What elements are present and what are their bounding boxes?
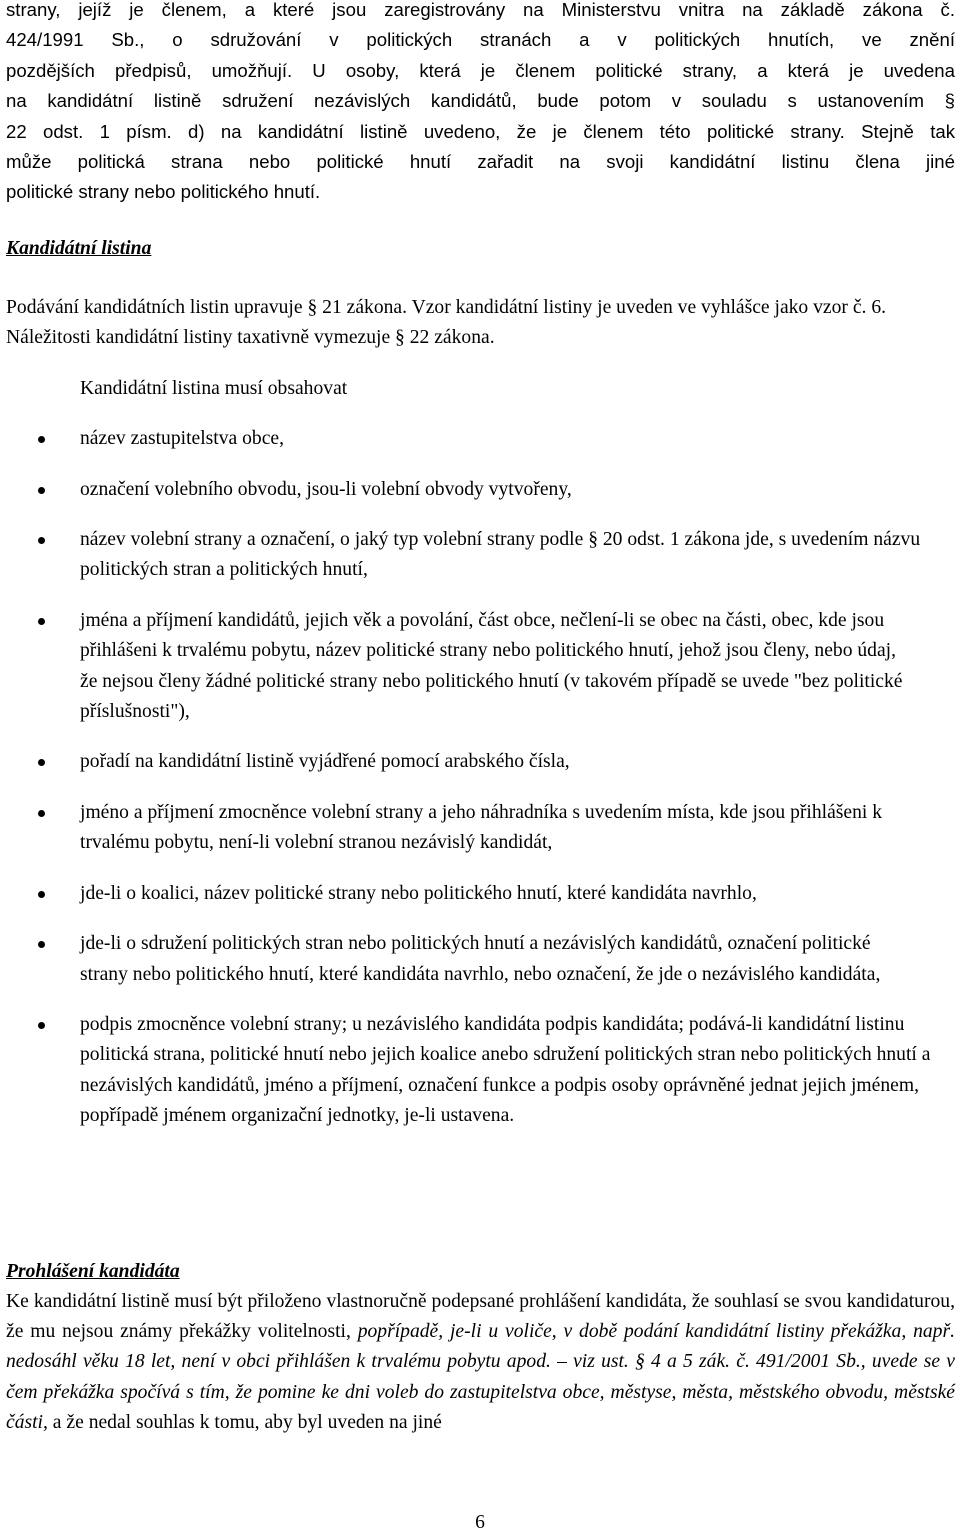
text-line: 22 odst. 1 písm. d) na kandidátní listině uvedeno, že je členem této politické strany. Stejně tak [6, 120, 955, 142]
list-item [6, 879, 955, 909]
list-item [6, 606, 955, 728]
paragraph-text: a že nedal souhlas k tomu, aby byl uveden na jiné [47, 1411, 442, 1433]
list-item [6, 747, 955, 777]
list-item [6, 798, 955, 859]
list-item-text: název volební strany a označení, o jaký typ volební strany podle § 20 odst. 1 zákona jde, s uvedením názvu politických stran a politických hnutí, [80, 529, 921, 581]
section-kandidatni-listina [6, 234, 955, 1132]
top-paragraph [6, 0, 955, 208]
list-item [6, 1010, 955, 1132]
section-paragraph [6, 1287, 955, 1438]
section-heading: Prohlášení kandidáta [6, 1261, 180, 1282]
text-line: pozdějších předpisů, umožňují. U osoby, která je členem politické strany, a která je uvedena [6, 59, 955, 81]
list-item-text: pořadí na kandidátní listině vyjádřené pomocí arabského čísla, [80, 751, 570, 773]
list-item-text: označení volebního obvodu, jsou-li volební obvody vytvořeny, [80, 478, 572, 500]
section-heading: Kandidátní listina [6, 238, 152, 259]
text-line: strany, jejíž je členem, a které jsou zaregistrovány na Ministerstvu vnitra na základě zákona č. [6, 0, 955, 20]
list-item [6, 424, 955, 454]
list-item-text: jde-li o koalici, název politické strany nebo politického hnutí, které kandidáta navrhlo, [80, 882, 757, 904]
page-number: 6 [475, 1512, 485, 1533]
list-item [6, 929, 955, 990]
text-line: může politická strana nebo politické hnutí zařadit na svoji kandidátní listinu člena jiné [6, 150, 955, 172]
list-item-text: jméno a příjmení zmocněnce volební strany a jeho náhradníka s uvedením místa, kde jsou přihlášeni k trvalému pobytu, není-li volební stranou nezávislý kandidát, [80, 801, 883, 854]
section-prohlaseni-kandidata [6, 1257, 955, 1438]
list-item [6, 525, 955, 586]
requirements-list [6, 424, 955, 1131]
list-item-text: jde-li o sdružení politických stran nebo politických hnutí a nezávislých kandidátů, označení politické strany nebo politického hnutí, které kandidáta navrhlo, nebo označení, že jde o nezávislého kandidáta, [80, 933, 881, 985]
list-intro: Kandidátní listina musí obsahovat [80, 377, 348, 399]
text-line: politické strany nebo politického hnutí. [6, 181, 321, 203]
text-line: na kandidátní listině sdružení nezávislých kandidátů, bude potom v souladu s ustanovením § [6, 90, 955, 112]
list-item-text: název zastupitelstva obce, [80, 428, 285, 450]
list-item-text: podpis zmocněnce volební strany; u nezávislého kandidáta podpis kandidáta; podává-li kandidátní listinu politická strana, politické hnutí nebo jejich koalice anebo sdružení politických stran nebo politických hnutí a nezávislých kandidátů, jméno a příjmení, označení funkce a podpis osoby oprávněné jednat jejich jménem, popřípadě jménem organizační jednotky, je-li ustavena. [80, 1013, 931, 1127]
paragraph-text-italic: popřípadě, je-li u voliče, v době podání kandidátní listiny překážka, např. nedosáhl věku 18 let, není v obci přihlášen k trvalému pobytu apod. – viz ust. § 4 a 5 zák. č. 491/2001 Sb., uvede se v čem překážka spočívá s tím, že pomine ke dni voleb do zastupitelstva obce, městyse, města, městského obvodu, městské části, [6, 1321, 955, 1433]
paragraph-text: Ke kandidátní listině musí být přiloženo vlastnoručně podepsané prohlášení kandidáta, že souhlasí se svou kandidaturou, že mu nejsou známy překážky volitelnosti, [6, 1291, 955, 1343]
list-item [6, 475, 955, 505]
section-paragraph: Podávání kandidátních listin upravuje § 21 zákona. Vzor kandidátní listiny je uveden ve vyhlášce jako vzor č. 6. Náležitosti kandidátní listiny taxativně vymezuje § 22 zákona. [6, 297, 887, 349]
list-item-text: jména a příjmení kandidátů, jejich věk a povolání, část obce, nečlení-li se obec na části, obec, kde jsou přihlášeni k trvalému pobytu, název politické strany nebo politického hnutí, jehož jsou členy, nebo údaj, že nejsou členy žádné politické strany nebo politického hnutí (v takovém případě se uvede "bez politické příslušnosti"), [80, 609, 903, 723]
text-line: 424/1991 Sb., o sdružování v politických stranách a v politických hnutích, ve znění [6, 29, 955, 51]
